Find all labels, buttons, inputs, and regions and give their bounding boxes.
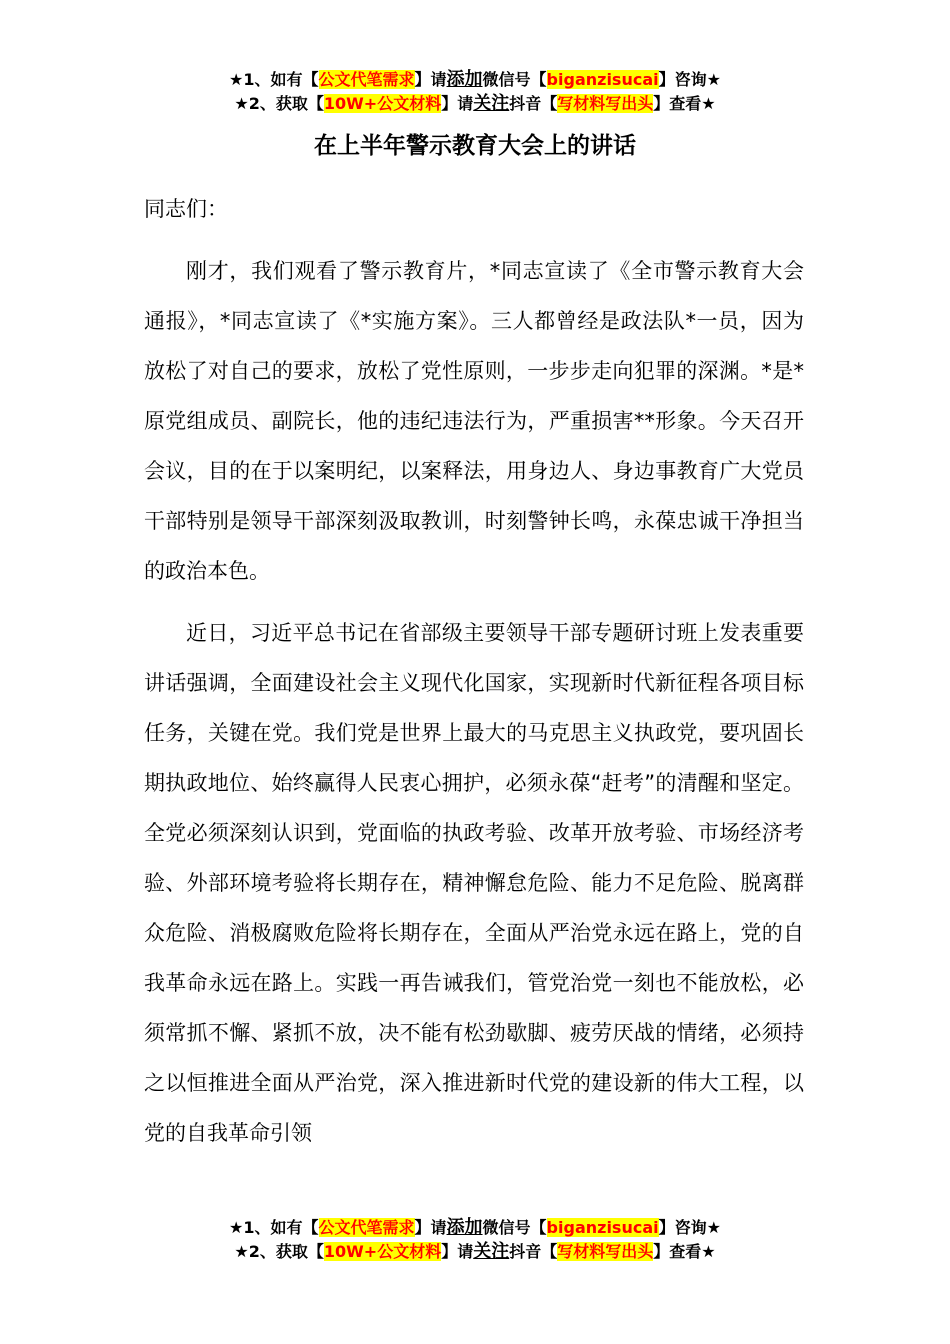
body-paragraph-2: 近日，习近平总书记在省部级主要领导干部专题研讨班上发表重要讲话强调，全面建设社会主义现代化国家，实现新时代新征程各项目标任务，关键在党。我们党是世界上最大的马克思主义执政党，要巩固长期执政地位、始终赢得人民衷心拥护，必须永葆“赶考”的清醒和坚定。全党必须深刻认识到，党面临的执政考验、改革开放考验、市场经济考验、外部环境考验将长期存在，精神懈怠危险、能力不足危险、脱离群众危险、消极腐败危险将长期存在，全面从严治党永远在路上，党的自我革命永远在路上。实践一再告诫我们，管党治党一刻也不能放松，必须常抓不懈、紧抓不放，决不能有松劲歇脚、疲劳厌战的情绪，必须持之以恒推进全面从严治党，深入推进新时代党的建设新的伟大工程，以党的自我革命引领: [144, 621, 804, 1145]
douyin-account: 写材料写出头: [557, 94, 654, 113]
douyin-account: 写材料写出头: [557, 1242, 654, 1261]
promo-emphasis: 关注: [473, 93, 510, 114]
document-title: 在上半年警示教育大会上的讲话: [314, 133, 636, 159]
wechat-id: biganzisucai: [546, 70, 659, 89]
promo-highlight: 10W+公文材料: [323, 94, 442, 113]
wechat-id: biganzisucai: [546, 1218, 659, 1237]
promo-highlight: 公文代笔需求: [318, 1218, 415, 1237]
promo-line-2: ★2、获取【10W+公文材料】请关注抖音【写材料写出头】查看★: [234, 1241, 716, 1262]
promo-line-1: ★1、如有【公文代笔需求】请添加微信号【biganzisucai】咨询★: [229, 1217, 721, 1238]
salutation: 同志们：: [144, 197, 228, 221]
promo-emphasis: 添加: [446, 1217, 483, 1238]
promo-emphasis: 关注: [473, 1241, 510, 1262]
promo-emphasis: 添加: [446, 69, 483, 90]
footer-promo-banner: [0, 1216, 950, 1264]
promo-highlight: 10W+公文材料: [323, 1242, 442, 1261]
promo-line-1: ★1、如有【公文代笔需求】请添加微信号【biganzisucai】咨询★: [229, 69, 721, 90]
promo-highlight: 公文代笔需求: [318, 70, 415, 89]
body-paragraph-1: 刚才，我们观看了警示教育片，*同志宣读了《全市警示教育大会通报》，*同志宣读了《*实施方案》。三人都曾经是政法队*一员，因为放松了对自己的要求，放松了党性原则，一步步走向犯罪的深渊。*是*原党组成员、副院长，他的违纪违法行为，严重损害**形象。今天召开会议，目的在于以案明纪，以案释法，用身边人、身边事教育广大党员干部特别是领导干部深刻汲取教训，时刻警钟长鸣，永葆忠诚干净担当的政治本色。: [144, 259, 804, 583]
header-promo-banner: [0, 68, 950, 116]
promo-line-2: ★2、获取【10W+公文材料】请关注抖音【写材料写出头】查看★: [234, 93, 716, 114]
